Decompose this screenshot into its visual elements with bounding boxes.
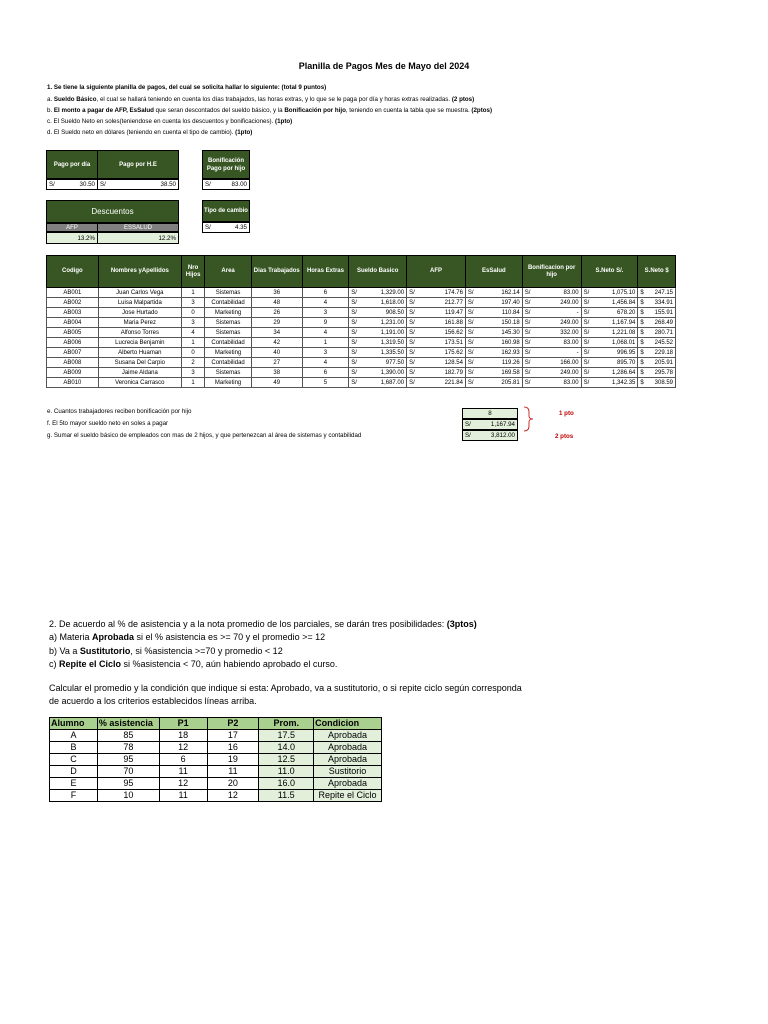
- instruction-c: c. El Sueldo Neto en soles(teniendose en cuenta los descuentos y bonificaciones). (1pto): [47, 118, 293, 125]
- cell-hijos: 4: [181, 328, 204, 338]
- cell-dias: 49: [251, 378, 302, 388]
- cell-nombre: Juan Carlos Vega: [98, 288, 181, 298]
- cell-horas-extras: 1: [302, 338, 349, 348]
- cell-afp: S/ 174.76: [407, 288, 466, 298]
- cell-bonificacion: S/ -: [522, 308, 581, 318]
- cell-p1: 6: [159, 754, 207, 766]
- cell-neto-dolares: $ 280.71: [638, 328, 676, 338]
- cell-condicion: Aprobada: [314, 754, 382, 766]
- cell-p1: 11: [159, 790, 207, 802]
- tipo-cambio-value: S/ 4.35: [202, 222, 250, 233]
- cell-p2: 17: [207, 730, 259, 742]
- col-neto-dolares: S.Neto $: [638, 256, 676, 288]
- cell-asistencia: 10: [97, 790, 159, 802]
- payroll-body: [47, 288, 676, 388]
- question-g: g. Sumar el sueldo básico de empleados con mas de 2 hijos, y que pertenezcan al área de sistemas y contabilidad: [47, 432, 362, 439]
- cell-nombre: Veronica Carrasco: [98, 378, 181, 388]
- table-row: [47, 328, 676, 338]
- cell-p1: 11: [159, 766, 207, 778]
- col-afp: AFP: [407, 256, 466, 288]
- cell-condicion: Aprobada: [314, 778, 382, 790]
- cell-neto-dolares: $ 334.91: [638, 298, 676, 308]
- cell-neto-soles: S/ 1,456.84: [581, 298, 638, 308]
- cell-sueldo-basico: S/ 1,231.00: [349, 318, 407, 328]
- cell-neto-soles: S/ 1,221.08: [581, 328, 638, 338]
- bonificacion-header: Bonificación Pago por hijo: [202, 150, 250, 179]
- cell-bonificacion: S/ 332.00: [522, 328, 581, 338]
- grades-header-row: [50, 718, 382, 730]
- cell-condicion: Sustitorio: [314, 766, 382, 778]
- cell-neto-soles: S/ 1,342.35: [581, 378, 638, 388]
- table-row: [50, 790, 382, 802]
- cell-codigo: AB008: [47, 358, 99, 368]
- cell-sueldo-basico: S/ 1,191.00: [349, 328, 407, 338]
- answer-e: 8: [462, 408, 518, 419]
- cell-hijos: 3: [181, 318, 204, 328]
- cell-afp: S/ 175.62: [407, 348, 466, 358]
- bonificacion-value: S/ 83.00: [202, 179, 250, 190]
- cell-area: Contabilidad: [205, 338, 252, 348]
- cell-codigo: AB010: [47, 378, 99, 388]
- cell-dias: 29: [251, 318, 302, 328]
- cell-essalud: S/ 205.81: [465, 378, 522, 388]
- cell-horas-extras: 4: [302, 298, 349, 308]
- cell-neto-soles: S/ 895.70: [581, 358, 638, 368]
- table-row: [47, 318, 676, 328]
- points-ef: 1 pto: [559, 410, 574, 417]
- cell-area: Sistemas: [205, 318, 252, 328]
- table-row: [50, 766, 382, 778]
- cell-neto-dolares: $ 205.91: [638, 358, 676, 368]
- payroll-header-row: [47, 256, 676, 288]
- cell-codigo: AB002: [47, 298, 99, 308]
- pago-dia-header: Pago por día: [46, 150, 98, 179]
- col-codigo: Codigo: [47, 256, 99, 288]
- cell-neto-dolares: $ 268.49: [638, 318, 676, 328]
- cell-area: Sistemas: [205, 328, 252, 338]
- col-p2: P2: [207, 718, 259, 730]
- cell-afp: S/ 221.84: [407, 378, 466, 388]
- cell-dias: 40: [251, 348, 302, 358]
- part2-intro: 2. De acuerdo al % de asistencia y a la nota promedio de los parciales, se darán tres posibilidades: (3ptos): [49, 619, 477, 629]
- cell-essalud: S/ 162.93: [465, 348, 522, 358]
- answer-g: S/ 3,812.00: [462, 430, 518, 441]
- cell-alumno: C: [50, 754, 98, 766]
- cell-promedio: 16.0: [259, 778, 314, 790]
- pago-he-header: Pago por H.E: [97, 150, 179, 179]
- cell-alumno: D: [50, 766, 98, 778]
- cell-sueldo-basico: S/ 1,335.50: [349, 348, 407, 358]
- cell-p2: 12: [207, 790, 259, 802]
- instruction-1: 1. Se tiene la siguiente planilla de pagos, del cual se solicita hallar lo siguiente: (total 9 puntos): [47, 84, 327, 91]
- cell-neto-soles: S/ 996.95: [581, 348, 638, 358]
- essalud-rate: 12.2%: [97, 232, 179, 244]
- cell-nombre: Susana Del Carpio: [98, 358, 181, 368]
- cell-horas-extras: 3: [302, 348, 349, 358]
- cell-essalud: S/ 169.58: [465, 368, 522, 378]
- cell-afp: S/ 182.79: [407, 368, 466, 378]
- cell-p1: 12: [159, 778, 207, 790]
- col-asistencia: % asistencia: [97, 718, 159, 730]
- instruction-a: a. Sueldo Básico, el cual se hallará teniendo en cuenta los días trabajados, las horas extras, y lo que se le paga por día y horas extras realizadas. (2 ptos): [47, 96, 475, 103]
- col-hijos: Nro Hijos: [181, 256, 204, 288]
- col-neto-soles: S.Neto S/.: [581, 256, 638, 288]
- cell-neto-soles: S/ 1,068.01: [581, 338, 638, 348]
- col-p1: P1: [159, 718, 207, 730]
- cell-sueldo-basico: S/ 908.50: [349, 308, 407, 318]
- cell-horas-extras: 3: [302, 308, 349, 318]
- part2-rule-c: c) Repite el Ciclo si %asistencia < 70, aún habiendo aprobado el curso.: [49, 659, 338, 669]
- col-essalud: EsSalud: [465, 256, 522, 288]
- cell-afp: S/ 128.54: [407, 358, 466, 368]
- cell-horas-extras: 5: [302, 378, 349, 388]
- cell-p1: 18: [159, 730, 207, 742]
- cell-asistencia: 95: [97, 754, 159, 766]
- cell-codigo: AB007: [47, 348, 99, 358]
- cell-area: Sistemas: [205, 368, 252, 378]
- cell-dias: 26: [251, 308, 302, 318]
- col-bonificacion: Bonificacion por hijo: [522, 256, 581, 288]
- table-row: [47, 298, 676, 308]
- col-nombres: Nombres yApellidos: [98, 256, 181, 288]
- cell-promedio: 11.5: [259, 790, 314, 802]
- cell-hijos: 1: [181, 378, 204, 388]
- cell-hijos: 0: [181, 308, 204, 318]
- table-row: [50, 742, 382, 754]
- part2-task-2: de acuerdo a los criterios establecidos líneas arriba.: [49, 696, 257, 706]
- table-row: [47, 378, 676, 388]
- cell-codigo: AB001: [47, 288, 99, 298]
- part2-task-1: Calcular el promedio y la condición que indique si esta: Aprobado, va a sustitutorio, o si repite ciclo según corresponda: [49, 683, 522, 693]
- col-area: Area: [205, 256, 252, 288]
- cell-codigo: AB005: [47, 328, 99, 338]
- col-sueldo-basico: Sueldo Basico: [349, 256, 407, 288]
- cell-dias: 42: [251, 338, 302, 348]
- brace-icon: [522, 406, 536, 432]
- cell-sueldo-basico: S/ 1,687.00: [349, 378, 407, 388]
- cell-afp: S/ 212.77: [407, 298, 466, 308]
- cell-promedio: 17.5: [259, 730, 314, 742]
- cell-promedio: 12.5: [259, 754, 314, 766]
- cell-dias: 34: [251, 328, 302, 338]
- cell-promedio: 11.0: [259, 766, 314, 778]
- cell-neto-dolares: $ 245.52: [638, 338, 676, 348]
- cell-neto-soles: S/ 1,167.94: [581, 318, 638, 328]
- pago-dia-value: S/ 30.50: [46, 179, 98, 190]
- cell-area: Contabilidad: [205, 358, 252, 368]
- grades-body: [50, 730, 382, 802]
- cell-horas-extras: 4: [302, 358, 349, 368]
- answer-f: S/ 1,167.94: [462, 419, 518, 430]
- cell-sueldo-basico: S/ 1,618.00: [349, 298, 407, 308]
- cell-codigo: AB004: [47, 318, 99, 328]
- cell-bonificacion: S/ 249.00: [522, 368, 581, 378]
- cell-alumno: A: [50, 730, 98, 742]
- cell-codigo: AB003: [47, 308, 99, 318]
- cell-hijos: 1: [181, 288, 204, 298]
- cell-promedio: 14.0: [259, 742, 314, 754]
- table-row: [47, 338, 676, 348]
- cell-neto-dolares: $ 155.91: [638, 308, 676, 318]
- cell-area: Marketing: [205, 348, 252, 358]
- cell-dias: 48: [251, 298, 302, 308]
- payroll-table: [46, 255, 676, 388]
- cell-essalud: S/ 197.40: [465, 298, 522, 308]
- cell-bonificacion: S/ 249.00: [522, 298, 581, 308]
- cell-afp: S/ 161.88: [407, 318, 466, 328]
- cell-essalud: S/ 119.26: [465, 358, 522, 368]
- cell-neto-soles: S/ 1,075.10: [581, 288, 638, 298]
- table-row: [47, 288, 676, 298]
- table-row: [47, 308, 676, 318]
- cell-area: Marketing: [205, 378, 252, 388]
- cell-p2: 20: [207, 778, 259, 790]
- cell-asistencia: 78: [97, 742, 159, 754]
- cell-asistencia: 85: [97, 730, 159, 742]
- cell-asistencia: 70: [97, 766, 159, 778]
- cell-neto-dolares: $ 247.15: [638, 288, 676, 298]
- cell-p1: 12: [159, 742, 207, 754]
- cell-alumno: B: [50, 742, 98, 754]
- cell-afp: S/ 119.47: [407, 308, 466, 318]
- cell-afp: S/ 173.51: [407, 338, 466, 348]
- col-alumno: Alumno: [50, 718, 98, 730]
- instruction-d: d. El Sueldo neto en dólares (teniendo en cuenta el tipo de cambio). (1pto): [47, 129, 253, 136]
- cell-neto-dolares: $ 229.18: [638, 348, 676, 358]
- cell-nombre: Alfonso Torres: [98, 328, 181, 338]
- instruction-b: b. El monto a pagar de AFP, EsSalud que seran descontados del sueldo básico, y la Bonificación por hijo, teniendo en cuenta la tabla que se muestra. (2ptos): [47, 107, 493, 114]
- cell-horas-extras: 6: [302, 368, 349, 378]
- cell-condicion: Repite el Ciclo: [314, 790, 382, 802]
- table-row: [47, 368, 676, 378]
- cell-nombre: Jaime Aldana: [98, 368, 181, 378]
- page-title: Planilla de Pagos Mes de Mayo del 2024: [298, 61, 470, 71]
- descuentos-header: Descuentos: [46, 200, 179, 223]
- cell-bonificacion: S/ 249.00: [522, 318, 581, 328]
- cell-p2: 19: [207, 754, 259, 766]
- cell-nombre: Luisa Malpartida: [98, 298, 181, 308]
- col-horas-extras: Horas Extras: [302, 256, 349, 288]
- essalud-subheader: ESSALUD: [97, 223, 179, 232]
- cell-area: Contabilidad: [205, 298, 252, 308]
- cell-sueldo-basico: S/ 1,319.50: [349, 338, 407, 348]
- cell-alumno: E: [50, 778, 98, 790]
- cell-afp: S/ 156.62: [407, 328, 466, 338]
- cell-hijos: 0: [181, 348, 204, 358]
- cell-dias: 27: [251, 358, 302, 368]
- question-f: f. El 5to mayor sueldo neto en soles a pagar: [47, 420, 169, 427]
- points-g: 2 ptos: [555, 433, 574, 440]
- cell-hijos: 2: [181, 358, 204, 368]
- table-row: [47, 358, 676, 368]
- cell-sueldo-basico: S/ 977.50: [349, 358, 407, 368]
- cell-essalud: S/ 150.18: [465, 318, 522, 328]
- question-e: e. Cuantos trabajadores reciben bonificación por hijo: [47, 408, 192, 415]
- cell-condicion: Aprobada: [314, 730, 382, 742]
- grades-table: [49, 717, 382, 802]
- cell-nombre: Alberto Huaman: [98, 348, 181, 358]
- tipo-cambio-header: Tipo de cambio: [202, 200, 250, 222]
- cell-asistencia: 95: [97, 778, 159, 790]
- cell-codigo: AB006: [47, 338, 99, 348]
- cell-neto-soles: S/ 678.20: [581, 308, 638, 318]
- cell-nombre: Maria Perez: [98, 318, 181, 328]
- afp-rate: 13.2%: [46, 232, 98, 244]
- cell-area: Sistemas: [205, 288, 252, 298]
- cell-p2: 16: [207, 742, 259, 754]
- table-row: [50, 754, 382, 766]
- cell-horas-extras: 4: [302, 328, 349, 338]
- cell-hijos: 1: [181, 338, 204, 348]
- cell-bonificacion: S/ 83.00: [522, 288, 581, 298]
- col-condicion: Condicion: [314, 718, 382, 730]
- part2-rule-a: a) Materia Aprobada si el % asistencia es >= 70 y el promedio >= 12: [49, 632, 326, 642]
- cell-nombre: Lucrecia Benjamin: [98, 338, 181, 348]
- cell-horas-extras: 6: [302, 288, 349, 298]
- cell-nombre: Jose Hurtado: [98, 308, 181, 318]
- col-dias: Dias Trabajados: [251, 256, 302, 288]
- cell-bonificacion: S/ 83.00: [522, 338, 581, 348]
- part2-rule-b: b) Va a Sustitutorio, si %asistencia >=70 y promedio < 12: [49, 646, 283, 656]
- table-row: [50, 730, 382, 742]
- cell-essalud: S/ 145.30: [465, 328, 522, 338]
- cell-bonificacion: S/ -: [522, 348, 581, 358]
- cell-neto-dolares: $ 295.78: [638, 368, 676, 378]
- cell-neto-dolares: $ 308.59: [638, 378, 676, 388]
- pago-he-value: S/ 38.50: [97, 179, 179, 190]
- cell-area: Marketing: [205, 308, 252, 318]
- cell-sueldo-basico: S/ 1,329.00: [349, 288, 407, 298]
- table-row: [47, 348, 676, 358]
- cell-essalud: S/ 110.84: [465, 308, 522, 318]
- cell-bonificacion: S/ 166.00: [522, 358, 581, 368]
- table-row: [50, 778, 382, 790]
- cell-hijos: 3: [181, 298, 204, 308]
- cell-condicion: Aprobada: [314, 742, 382, 754]
- cell-neto-soles: S/ 1,286.64: [581, 368, 638, 378]
- col-promedio: Prom.: [259, 718, 314, 730]
- cell-dias: 38: [251, 368, 302, 378]
- cell-dias: 36: [251, 288, 302, 298]
- afp-subheader: AFP: [46, 223, 98, 232]
- cell-horas-extras: 9: [302, 318, 349, 328]
- cell-sueldo-basico: S/ 1,390.00: [349, 368, 407, 378]
- cell-hijos: 3: [181, 368, 204, 378]
- cell-essalud: S/ 162.14: [465, 288, 522, 298]
- cell-codigo: AB009: [47, 368, 99, 378]
- cell-bonificacion: S/ 83.00: [522, 378, 581, 388]
- cell-p2: 11: [207, 766, 259, 778]
- cell-essalud: S/ 160.98: [465, 338, 522, 348]
- cell-alumno: F: [50, 790, 98, 802]
